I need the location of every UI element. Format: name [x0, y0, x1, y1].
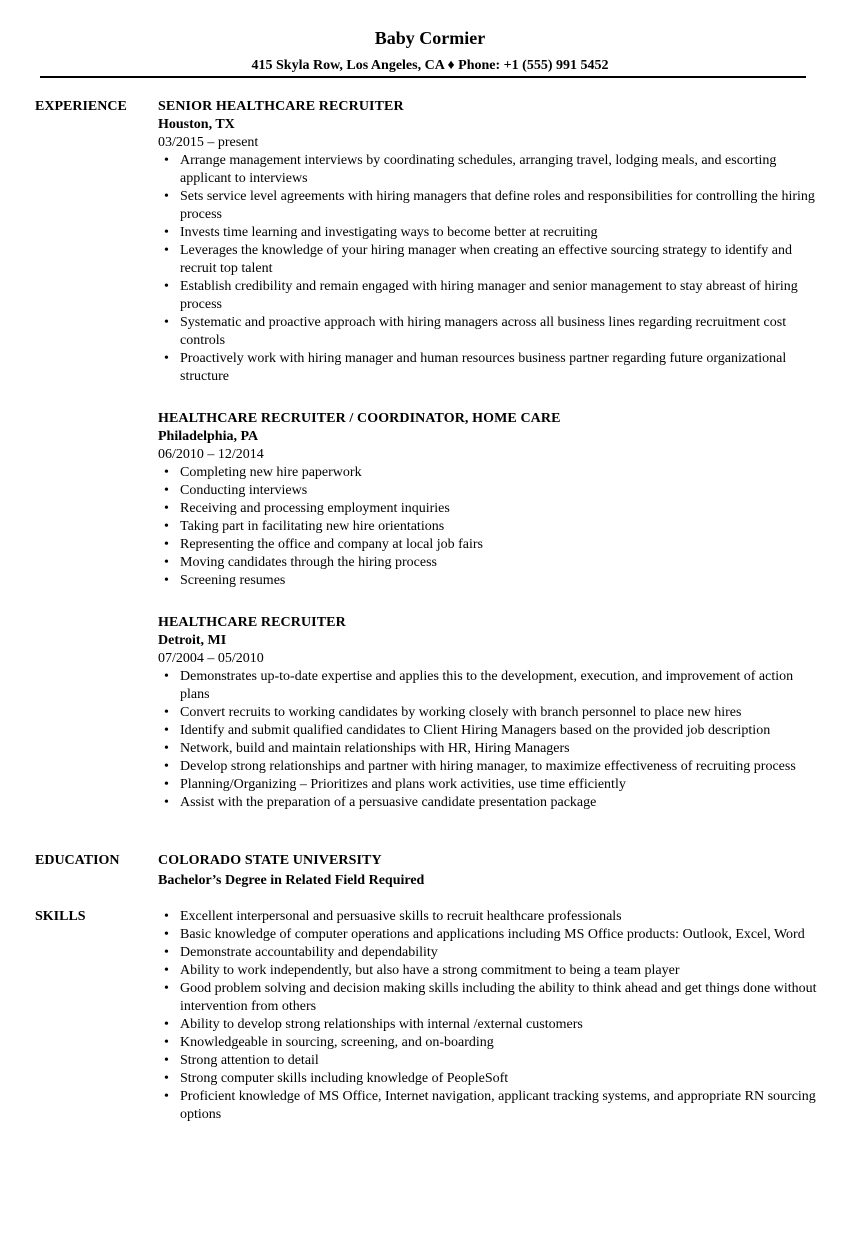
- job-bullets: [158, 152, 818, 386]
- job-bullets: [158, 668, 818, 812]
- job-location: Houston, TX: [158, 117, 235, 132]
- job-entry: [158, 410, 818, 590]
- job-dates: 06/2010 – 12/2014: [158, 447, 264, 462]
- list-item: • Assist with the preparation of a persuasive candidate presentation package: [180, 794, 818, 812]
- section-title-skills: SKILLS: [35, 909, 86, 924]
- list-item: • Strong computer skills including knowledge of PeopleSoft: [180, 1070, 818, 1088]
- job-title: HEALTHCARE RECRUITER / COORDINATOR, HOME CARE: [158, 411, 561, 426]
- list-item: • Establish credibility and remain engaged with hiring manager and senior management to stay abreast of hiring process: [180, 278, 818, 314]
- header-divider: [40, 76, 806, 78]
- section-title-education: EDUCATION: [35, 853, 120, 868]
- list-item: • Develop strong relationships and partner with hiring manager, to maximize effectiveness of recruiting process: [180, 758, 818, 776]
- list-item: • Basic knowledge of computer operations and applications including MS Office products: Outlook, Excel, Word: [180, 926, 818, 944]
- contact-line: 415 Skyla Row, Los Angeles, CA ♦ Phone: +1 (555) 991 5452: [251, 58, 609, 73]
- list-item: • Proficient knowledge of MS Office, Internet navigation, applicant tracking systems, and appropriate RN sourcing options: [180, 1088, 818, 1124]
- list-item: • Completing new hire paperwork: [180, 464, 818, 482]
- job-entry: [158, 614, 818, 812]
- list-item: • Ability to develop strong relationships with internal /external customers: [180, 1016, 818, 1034]
- job-dates: 07/2004 – 05/2010: [158, 651, 264, 666]
- job-entry: [158, 98, 818, 386]
- list-item: • Proactively work with hiring manager and human resources business partner regarding future organizational structure: [180, 350, 818, 386]
- skills-list: [158, 908, 818, 1124]
- list-item: • Moving candidates through the hiring process: [180, 554, 818, 572]
- job-bullets: [158, 464, 818, 590]
- job-location: Detroit, MI: [158, 633, 227, 648]
- list-item: • Planning/Organizing – Prioritizes and plans work activities, use time efficiently: [180, 776, 818, 794]
- list-item: • Invests time learning and investigating ways to become better at recruiting: [180, 224, 818, 242]
- list-item: • Demonstrates up-to-date expertise and applies this to the development, execution, and improvement of action plans: [180, 668, 818, 704]
- list-item: • Taking part in facilitating new hire orientations: [180, 518, 818, 536]
- list-item: • Receiving and processing employment inquiries: [180, 500, 818, 518]
- school-name: COLORADO STATE UNIVERSITY: [158, 853, 382, 868]
- list-item: • Identify and submit qualified candidates to Client Hiring Managers based on the provided job description: [180, 722, 818, 740]
- list-item: • Leverages the knowledge of your hiring manager when creating an effective sourcing strategy to identify and recruit top talent: [180, 242, 818, 278]
- job-title: HEALTHCARE RECRUITER: [158, 615, 346, 630]
- list-item: • Systematic and proactive approach with hiring managers across all business lines regarding recruitment cost controls: [180, 314, 818, 350]
- experience-body: [158, 98, 818, 830]
- list-item: • Screening resumes: [180, 572, 818, 590]
- list-item: • Knowledgeable in sourcing, screening, and on-boarding: [180, 1034, 818, 1052]
- list-item: • Arrange management interviews by coordinating schedules, arranging travel, lodging meals, and escorting applicant to interviews: [180, 152, 818, 188]
- education-body: [158, 852, 818, 890]
- list-item: • Conducting interviews: [180, 482, 818, 500]
- list-item: • Representing the office and company at local job fairs: [180, 536, 818, 554]
- candidate-name: Baby Cormier: [374, 28, 486, 48]
- list-item: • Strong attention to detail: [180, 1052, 818, 1070]
- list-item: • Good problem solving and decision making skills including the ability to think ahead and get things done without intervention from others: [180, 980, 818, 1016]
- list-item: • Sets service level agreements with hiring managers that define roles and responsibilities for controlling the hiring process: [180, 188, 818, 224]
- degree: Bachelor’s Degree in Related Field Required: [158, 873, 425, 888]
- resume-header: [0, 0, 860, 75]
- list-item: • Convert recruits to working candidates by working closely with branch personnel to place new hires: [180, 704, 818, 722]
- skills-body: [158, 908, 818, 1124]
- section-title-experience: EXPERIENCE: [35, 99, 127, 114]
- list-item: • Demonstrate accountability and dependability: [180, 944, 818, 962]
- list-item: • Network, build and maintain relationships with HR, Hiring Managers: [180, 740, 818, 758]
- job-title: SENIOR HEALTHCARE RECRUITER: [158, 99, 404, 114]
- job-location: Philadelphia, PA: [158, 429, 259, 444]
- list-item: • Ability to work independently, but also have a strong commitment to being a team player: [180, 962, 818, 980]
- job-dates: 03/2015 – present: [158, 135, 259, 150]
- list-item: • Excellent interpersonal and persuasive skills to recruit healthcare professionals: [180, 908, 818, 926]
